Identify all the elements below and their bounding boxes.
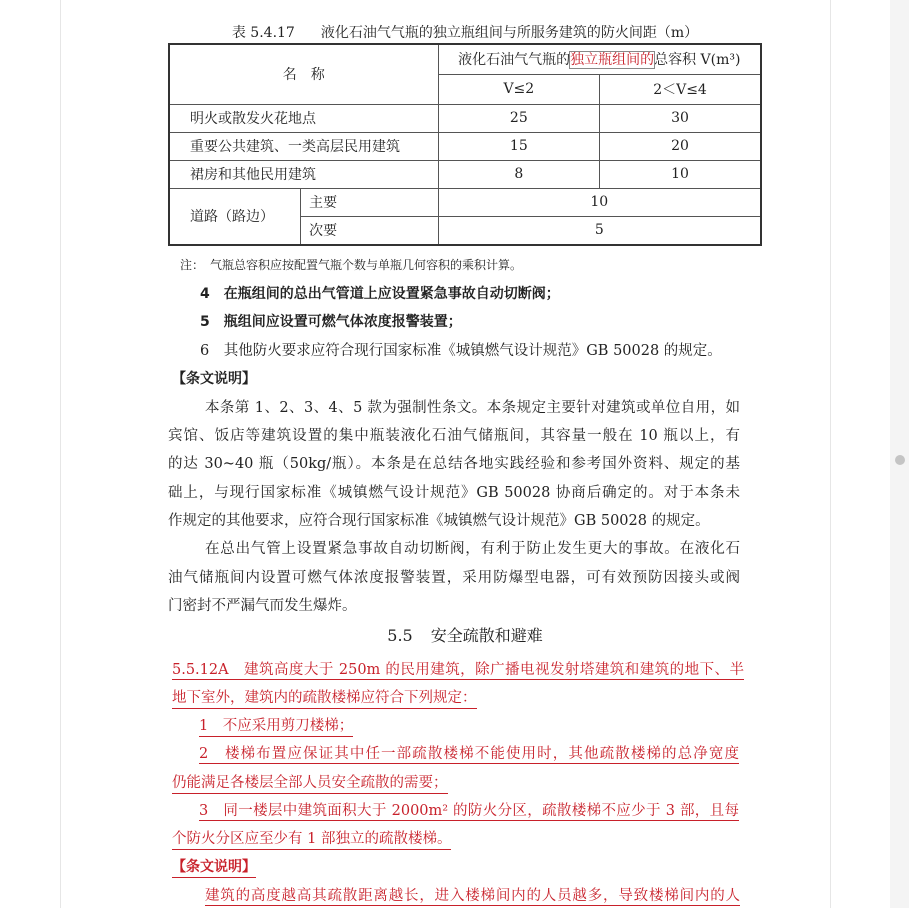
cell: 10: [438, 188, 761, 216]
item-6: 6 其他防火要求应符合现行国家标准《城镇燃气设计规范》GB 50028 的规定。: [200, 343, 722, 359]
row-subname: 主要: [301, 188, 438, 216]
item-5: 5 瓶组间应设置可燃气体浓度报警装置；: [200, 314, 462, 330]
revised-clause-line: [199, 714, 771, 735]
row-name: 明火或散发火花地点: [169, 104, 438, 132]
explain-line: 油气储瓶间内设置可燃气体浓度报警装置，采用防爆型电器，可有效预防因接头或阀: [168, 570, 740, 586]
col-header-2: 2＜V≤4: [600, 74, 761, 104]
fire-distance-table: [168, 43, 762, 246]
revised-clause-line: 3 同一楼层中建筑面积大于 2000m² 的防火分区，疏散楼梯不应少于 3 部，且每: [199, 799, 739, 821]
explain-line: 在总出气管上设置紧急事故自动切断阀，有利于防止发生更大的事故。在液化石: [205, 541, 740, 557]
section-title: 安全疏散和避难: [430, 626, 543, 645]
table-row: [169, 104, 761, 132]
name-header: 名 称: [169, 44, 438, 104]
section-number: 5.5: [387, 626, 413, 645]
explain-title: 【条文说明】: [172, 371, 256, 387]
row-subname: 次要: [301, 216, 438, 245]
page-right-edge: [830, 0, 831, 908]
row-name: 道路（路边）: [169, 188, 301, 245]
cell: 10: [600, 160, 761, 188]
cell: 5: [438, 216, 761, 245]
row-name: 重要公共建筑、一类高层民用建筑: [169, 132, 438, 160]
revised-clause-line: [172, 771, 744, 792]
cell: 25: [438, 104, 599, 132]
item-4: 4 在瓶组间的总出气管道上应设置紧急事故自动切断阀；: [200, 286, 560, 302]
cell: 8: [438, 160, 599, 188]
volume-header-suffix: 总容积 V(m³): [654, 52, 741, 69]
scrollbar-thumb[interactable]: [895, 455, 905, 465]
revised-clause-line: 5.5.12A 建筑高度大于 250m 的民用建筑，除广播电视发射塔建筑和建筑的地下、半: [172, 658, 744, 680]
revised-clause-line: [172, 686, 744, 707]
revised-explain-line: 建筑的高度越高其疏散距离越长，进入楼梯间内的人员越多，导致楼梯间内的人: [205, 884, 740, 906]
section-heading: [168, 623, 762, 646]
table-caption: [168, 22, 762, 42]
revised-text: 仍能满足各楼层全部人员安全疏散的需要；: [172, 775, 448, 794]
revised-text: 个防火分区应至少有 1 部独立的疏散楼梯。: [172, 831, 451, 850]
caption-number: 表 5.4.17: [231, 25, 295, 41]
table-row: [169, 160, 761, 188]
table-row: [169, 188, 761, 216]
revised-clause-line: [172, 827, 744, 848]
revised-text: 【条文说明】: [172, 859, 256, 878]
row-name: 裙房和其他民用建筑: [169, 160, 438, 188]
revised-explain-title: [172, 856, 744, 876]
explain-line: 门密封不严漏气而发生爆炸。: [168, 598, 357, 614]
explain-line: 本条第 1、2、3、4、5 款为强制性条文。本条规定主要针对建筑或单位自用，如: [205, 400, 740, 416]
cell: 15: [438, 132, 599, 160]
revised-text: 地下室外，建筑内的疏散楼梯应符合下列规定：: [172, 690, 477, 709]
table-row: [169, 132, 761, 160]
explain-line: 的达 30~40 瓶（50kg/瓶）。本条是在总结各地实践经验和参考国外资料、规定的基: [168, 456, 740, 472]
cell: 20: [600, 132, 761, 160]
table-note: 注： 气瓶总容积应按配置气瓶个数与单瓶几何容积的乘积计算。: [180, 258, 523, 272]
scrollbar[interactable]: [890, 0, 909, 908]
col-header-1: V≤2: [438, 74, 599, 104]
caption-title: 液化石油气气瓶的独立瓶组间与所服务建筑的防火间距（m）: [320, 25, 699, 41]
explain-line: 作规定的其他要求，应符合现行国家标准《城镇燃气设计规范》GB 50028 的规定。: [168, 513, 710, 529]
volume-header-highlight: 独立瓶组间的: [570, 52, 655, 69]
revised-clause-line: 2 楼梯布置应保证其中任一部疏散楼梯不能使用时，其他疏散楼梯的总净宽度: [199, 742, 739, 764]
explain-line: 础上，与现行国家标准《城镇燃气设计规范》GB 50028 协商后确定的。对于本条未: [168, 485, 740, 501]
explain-line: 宾馆、饭店等建筑设置的集中瓶装液化石油气储瓶间，其容量一般在 10 瓶以上，有: [168, 428, 740, 444]
cell: 30: [600, 104, 761, 132]
page-left-edge: [60, 0, 61, 908]
volume-header-prefix: 液化石油气气瓶的: [458, 52, 571, 69]
volume-header: [438, 44, 761, 74]
revised-text: 1 不应采用剪刀楼梯；: [199, 718, 353, 737]
